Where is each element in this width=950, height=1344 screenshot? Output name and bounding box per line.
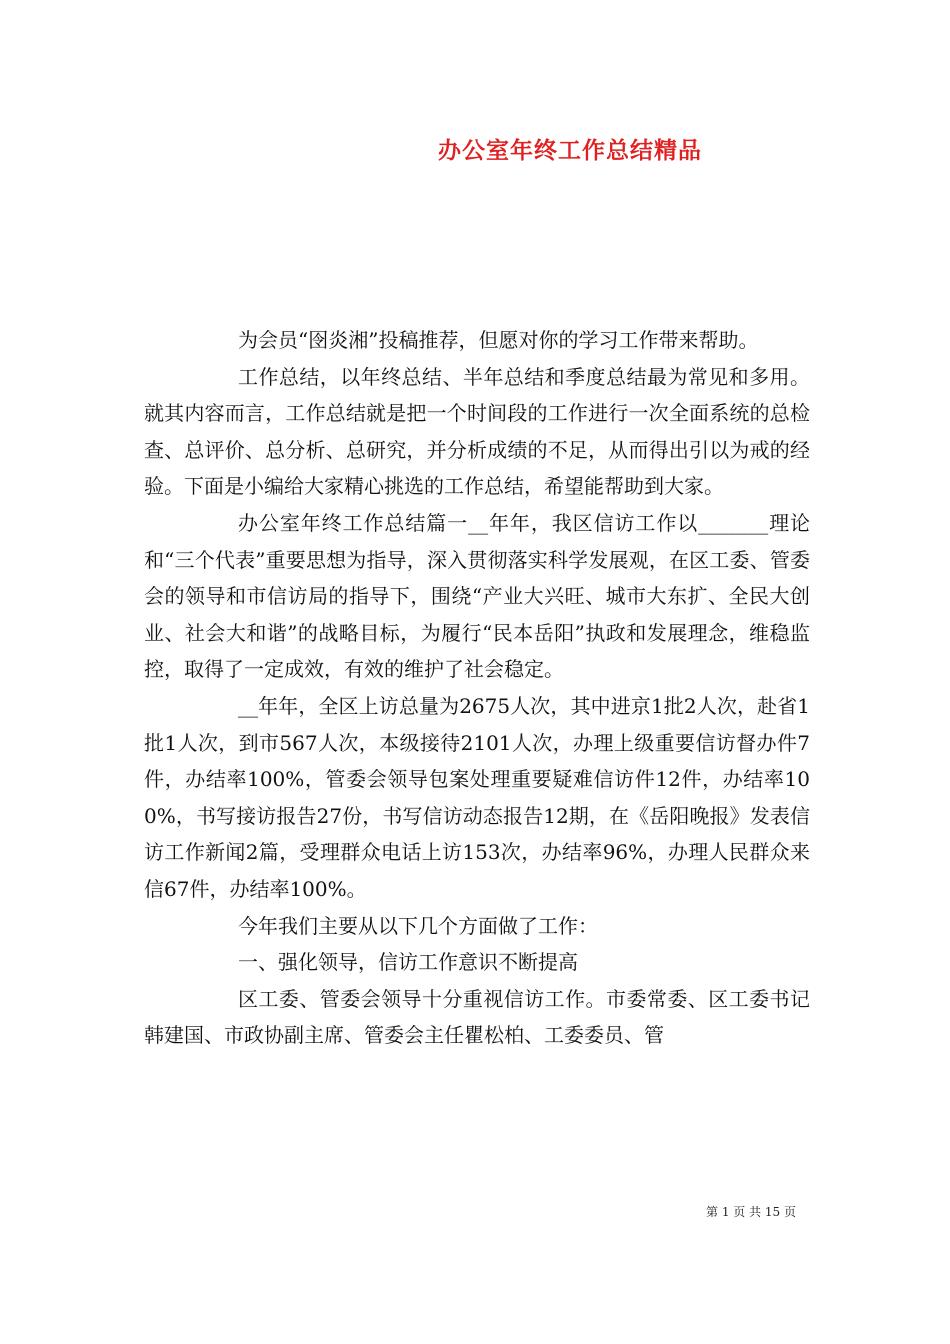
document-title: 办公室年终工作总结精品 (438, 137, 702, 164)
paragraph-summary-definition: 工作总结，以年终总结、半年总结和季度总结最为常见和多用。就其内容而言，工作总结就是把一个时间段的工作进行一次全面系统的总检查、总评价、总分析、总研究，并分析成绩的不足，从而得出引以为戒的经验。下面是小编给大家精心挑选的工作总结，希望能帮助到大家。 (144, 364, 810, 499)
paragraph-part-one-opening: 办公室年终工作总结篇一__年年，我区信访工作以_______理论和“三个代表”重要思想为指导，深入贯彻落实科学发展观，在区工委、管委会的领导和市信访局的指导下，围绕“产业大兴旺、城市大东扩、全民大创业、社会大和谐”的战略目标，为履行“民本岳阳”执政和发展理念，维稳监控，取得了一定成效，有效的维护了社会稳定。 (144, 510, 810, 682)
section-heading-one: 一、强化领导，信访工作意识不断提高 (238, 950, 578, 975)
paragraph-intro: 为会员“囹炎湘”投稿推荐，但愿对你的学习工作带来帮助。 (238, 328, 759, 352)
paragraph-work-aspects: 今年我们主要从以下几个方面做了工作： (238, 913, 598, 938)
document-body (144, 322, 810, 1054)
paragraph-statistics: __年年，全区上访总量为2675人次，其中进京1批2人次，赴省1批1人次，到市567人次，本级接待2101人次，办理上级重要信访督办件7件，办结率100%，管委会领导包案处理重要疑难信访件12件，办结率100%，书写接访报告27份，书写信访动态报告12期，在《岳阳晚报》发表信访工作新闻2篇，受理群众电话上访153次，办结率96%，办理人民群众来信67件，办结率100%。 (144, 693, 810, 901)
page-number: 第 1 页 共 15 页 (706, 1205, 796, 1219)
paragraph-leadership: 区工委、管委会领导十分重视信访工作。市委常委、区工委书记韩建国、市政协副主席、管委会主任瞿松柏、工委委员、管 (144, 986, 810, 1048)
